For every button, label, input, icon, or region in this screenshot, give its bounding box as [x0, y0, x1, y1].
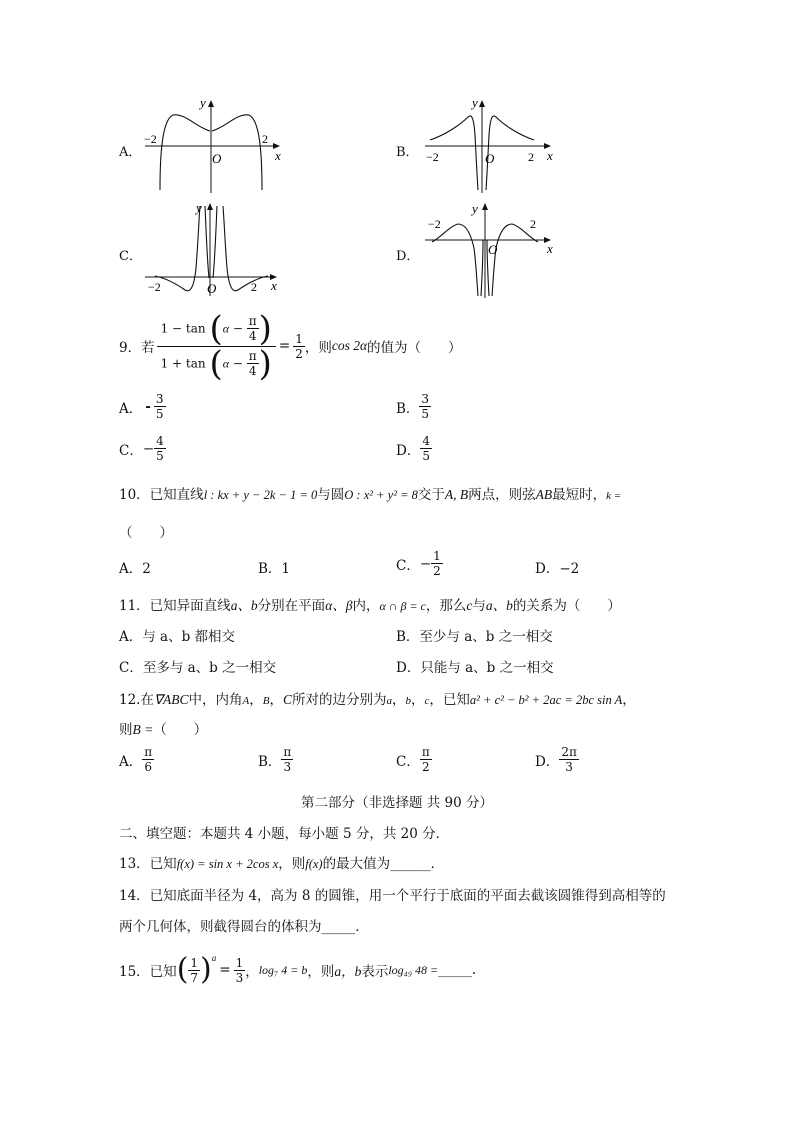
- q9-top-alpha: α: [222, 321, 230, 335]
- graph-d-y: y: [472, 201, 478, 216]
- q10-option-a[interactable]: A．2: [119, 561, 151, 577]
- q9-option-a[interactable]: A． - $\frac{3}{5}$: [119, 392, 164, 421]
- q9-cos: cos 2α: [331, 338, 368, 353]
- q9-option-d[interactable]: D． $\frac{4}{5}$: [396, 434, 430, 463]
- graph-d: [420, 198, 565, 300]
- graph-b-pos2: 2: [528, 150, 534, 164]
- q15-blank[interactable]: _____: [438, 962, 472, 978]
- graph-a-pos2: 2: [262, 132, 268, 146]
- graph-a-y: y: [200, 95, 206, 110]
- q11-option-c[interactable]: C．至多与 a、b 之一相交: [119, 660, 277, 676]
- graph-d-neg2: −2: [428, 217, 441, 231]
- q9-tail: 的值为（ ）: [367, 340, 462, 356]
- q9-top-pi: π: [248, 314, 257, 328]
- q9-option-c[interactable]: C． − $\frac{4}{5}$: [119, 434, 164, 463]
- graph-b-x: x: [547, 148, 553, 163]
- graph-c-neg2: −2: [148, 280, 161, 294]
- q9-option-b[interactable]: B． $\frac{3}{5}$: [396, 392, 430, 421]
- q10-chord: AB: [535, 487, 553, 502]
- q9-b-fraction: $\frac{3}{5}$: [421, 392, 430, 421]
- q9-a-sign: -: [145, 398, 151, 415]
- q9-bottom-alpha: α: [222, 356, 230, 370]
- option-b-label[interactable]: B．: [396, 145, 419, 160]
- q10-line-eq: l : kx + y − 2k − 1 = 0: [203, 488, 318, 502]
- q9-bottom-four: 4: [248, 364, 257, 378]
- q12-equation: a² + c² − b² + 2ac = 2bc sin A: [469, 693, 623, 707]
- q10-circle-eq: O : x² + y² = 8: [344, 488, 418, 502]
- q12-line2: 则B =（ ）: [119, 722, 208, 738]
- graph-b-neg2: −2: [426, 150, 439, 164]
- q11-option-a[interactable]: A．与 a、b 都相交: [119, 629, 236, 645]
- q12-option-d[interactable]: D． $\frac{2\pi}{3}$: [535, 745, 577, 774]
- graph-c-y: y: [196, 200, 202, 215]
- q10-c-fraction: $\frac{1}{2}$: [433, 549, 441, 578]
- q13-function: f(x) = sin x + 2cos x: [176, 857, 279, 871]
- graph-d-x: x: [547, 241, 553, 256]
- q10-option-c[interactable]: C． − $\frac{1}{2}$: [396, 549, 441, 578]
- option-c-label[interactable]: C．: [119, 249, 142, 264]
- q9-top-minus: −: [229, 321, 247, 335]
- q9-c-fraction: $\frac{4}{5}$: [156, 434, 164, 463]
- option-d-label[interactable]: D．: [396, 249, 420, 264]
- q9-bottom-prefix: 1 + tan: [160, 356, 206, 370]
- q9-top-four: 4: [248, 329, 257, 343]
- q10-option-b[interactable]: B．1: [258, 561, 291, 577]
- q9-equals: =: [278, 338, 291, 354]
- q15-stem: 15．已知 ( $\frac{1}{7}$ ) $^a$ = $\frac{1}{3}$ ， log₇ 4 = b ，则 a，b 表示 log₄₉ 48 = _____ .: [119, 952, 477, 987]
- graph-d-pos2: 2: [530, 217, 536, 231]
- option-a-label[interactable]: A．: [119, 145, 142, 160]
- graph-c-x: x: [271, 278, 277, 293]
- q11-option-b[interactable]: B．至少与 a、b 之一相交: [396, 629, 553, 645]
- q10-points: A, B: [444, 487, 469, 502]
- graph-c-origin: O: [207, 281, 217, 296]
- q10-k: k =: [606, 490, 622, 502]
- graph-c: [140, 198, 290, 298]
- graph-b-y: y: [472, 95, 478, 110]
- q12-stem: 12.在∇ABC中，内角A，B，C所对的边分别为a，b，c，已知a² + c² − b² + 2ac = 2bc sin A，: [119, 692, 636, 708]
- q14-line1: 14．已知底面半径为 4，高为 8 的圆锥，用一个平行于底面的平面去截该圆锥得到高相等的: [119, 888, 666, 904]
- q11-option-d[interactable]: D．只能与 a、b 之一相交: [396, 660, 554, 676]
- q14-line2: 两个几何体，则截得圆台的体积为_____．: [119, 919, 369, 935]
- q9-c-sign: −: [142, 440, 155, 457]
- fill-in-section-heading: 二、填空题：本题共 4 小题，每小题 5 分，共 20 分．: [119, 826, 450, 842]
- q12-option-a[interactable]: A． $\frac{\pi}{6}$: [119, 745, 153, 774]
- q9-bottom-minus: −: [229, 356, 247, 370]
- graph-a: [140, 95, 290, 195]
- q9-number: 9．若: [119, 340, 155, 356]
- part2-title: 第二部分（非选择题 共 90 分）: [300, 795, 494, 811]
- q10-paren: （ ）: [119, 525, 173, 541]
- q15-log49: log₄₉ 48 =: [388, 962, 439, 977]
- q14-blank[interactable]: _____: [321, 919, 356, 935]
- q9-d-fraction: $\frac{4}{5}$: [422, 434, 430, 463]
- q10-option-d[interactable]: D．−2: [535, 561, 580, 577]
- graph-a-origin: O: [212, 151, 222, 166]
- q13-stem: 13．已知f(x) = sin x + 2cos x，则f(x)的最大值为______．: [119, 856, 445, 872]
- q9-half: $\frac{1}{2}$: [295, 331, 303, 361]
- q12-option-b[interactable]: B． $\frac{\pi}{3}$: [258, 745, 292, 774]
- graph-b-origin: O: [485, 151, 495, 166]
- q9-top-prefix: 1 − tan: [160, 321, 206, 335]
- q9-a-fraction: $\frac{3}{5}$: [155, 392, 164, 421]
- graph-c-pos2: 2: [251, 280, 257, 294]
- q9-stem: [119, 308, 462, 384]
- q15-log7: log₇ 4 = b: [258, 962, 308, 977]
- q12-option-c[interactable]: C． $\frac{\pi}{2}$: [396, 745, 430, 774]
- q15-exponent: a: [211, 953, 217, 963]
- graph-a-x: x: [275, 148, 281, 163]
- graph-b: [420, 95, 565, 195]
- graph-d-origin: O: [488, 242, 498, 257]
- q12-triangle: ∇ABC: [153, 692, 189, 707]
- q9-bottom-pi: π: [248, 349, 257, 363]
- q9-main-fraction: 1 − tan (α − $\frac{\pi}{4}$ ) 1 + tan (α − $\frac{\pi}{4}$ ): [157, 312, 276, 381]
- q10-stem: 10．已知直线l : kx + y − 2k − 1 = 0与圆O : x² + y² = 8交于A, B两点，则弦AB最短时，k =: [119, 487, 622, 503]
- graph-a-neg2: −2: [144, 132, 157, 146]
- q9-suffix: ，则: [304, 340, 332, 356]
- q13-blank[interactable]: ______: [390, 856, 431, 872]
- q11-stem: 11．已知异面直线a、b分别在平面α、β内，α ∩ β = c，那么c与a、b的关系为（ ）: [119, 598, 621, 614]
- q11-intersection: α ∩ β = c: [379, 599, 426, 613]
